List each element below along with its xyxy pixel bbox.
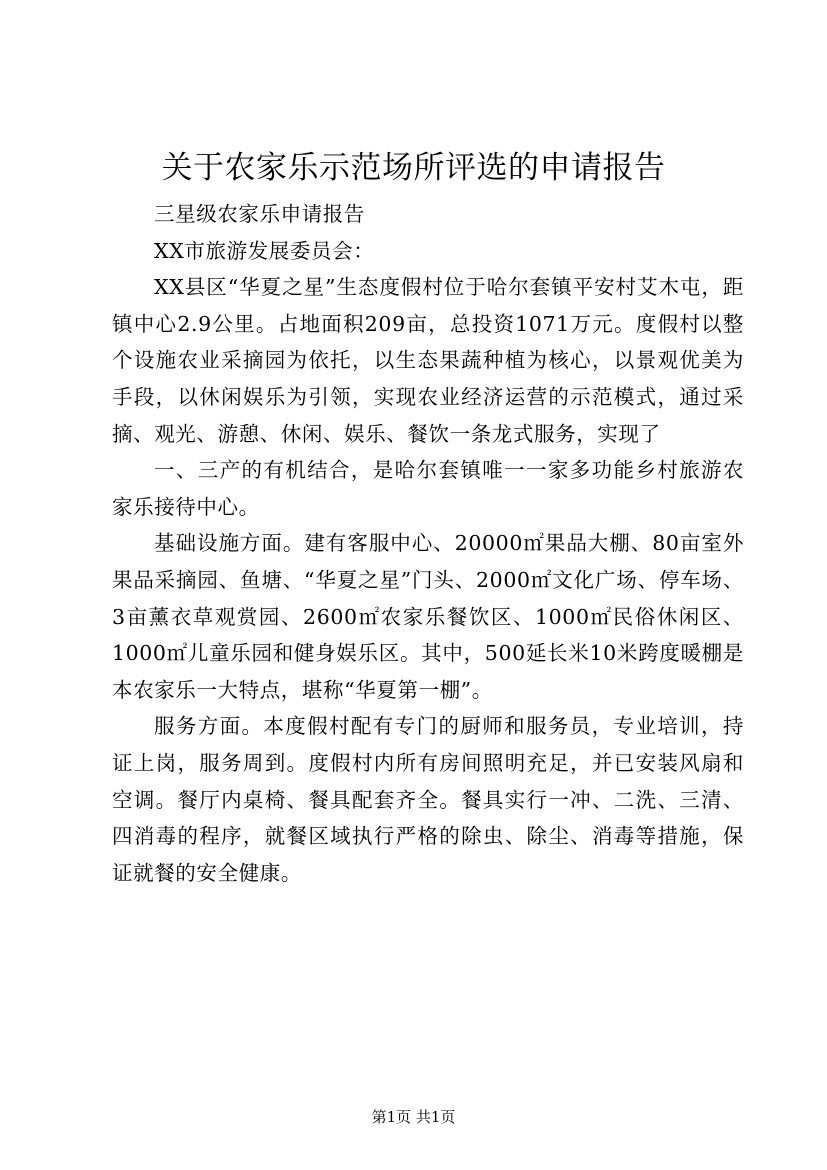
document-title: 关于农家乐示范场所评选的申请报告 (161, 150, 666, 186)
paragraph-integration: 一、三产的有机结合，是哈尔套镇唯一一家多功能乡村旅游农家乐接待中心。 (112, 458, 744, 519)
paragraph-intro: XX县区“华夏之星”生态度假村位于哈尔套镇平安村艾木屯，距镇中心2.9公里。占地面积209亩，总投资1071万元。度假村以整个设施农业采摘园为依托，以生态果蔬种植为核心，以景观优美为手段，以休闲娱乐为引领，实现农业经济运营的示范模式，通过采摘、观光、游憩、休闲、娱乐、餐饮一条龙式服务，实现了 (112, 275, 744, 446)
paragraph-service: 服务方面。本度假村配有专门的厨师和服务员，专业培训，持证上岗，服务周到。度假村内所有房间照明充足，并已安装风扇和空调。餐厅内桌椅、餐具配套齐全。餐具实行一冲、二洗、三清、四消毒的程序，就餐区域执行严格的除虫、除尘、消毒等措施，保证就餐的安全健康。 (112, 714, 744, 885)
page-number-footer: 第1页 共1页 (371, 1108, 456, 1126)
paragraph-infrastructure: 基础设施方面。建有客服中心、20000㎡果品大棚、80亩室外果品采摘园、鱼塘、“华夏之星”门头、2000㎡文化广场、停车场、3亩薰衣草观赏园、2600㎡农家乐餐饮区、1000㎡民俗休闲区、1000㎡儿童乐园和健身娱乐区。其中，500延长米10米跨度暖棚是本农家乐一大特点，堪称“华夏第一棚”。 (112, 531, 744, 702)
paragraph-addressee: XX市旅游发展委员会： (154, 238, 375, 263)
paragraph-subtitle: 三星级农家乐申请报告 (154, 202, 365, 226)
document-body (112, 196, 744, 891)
